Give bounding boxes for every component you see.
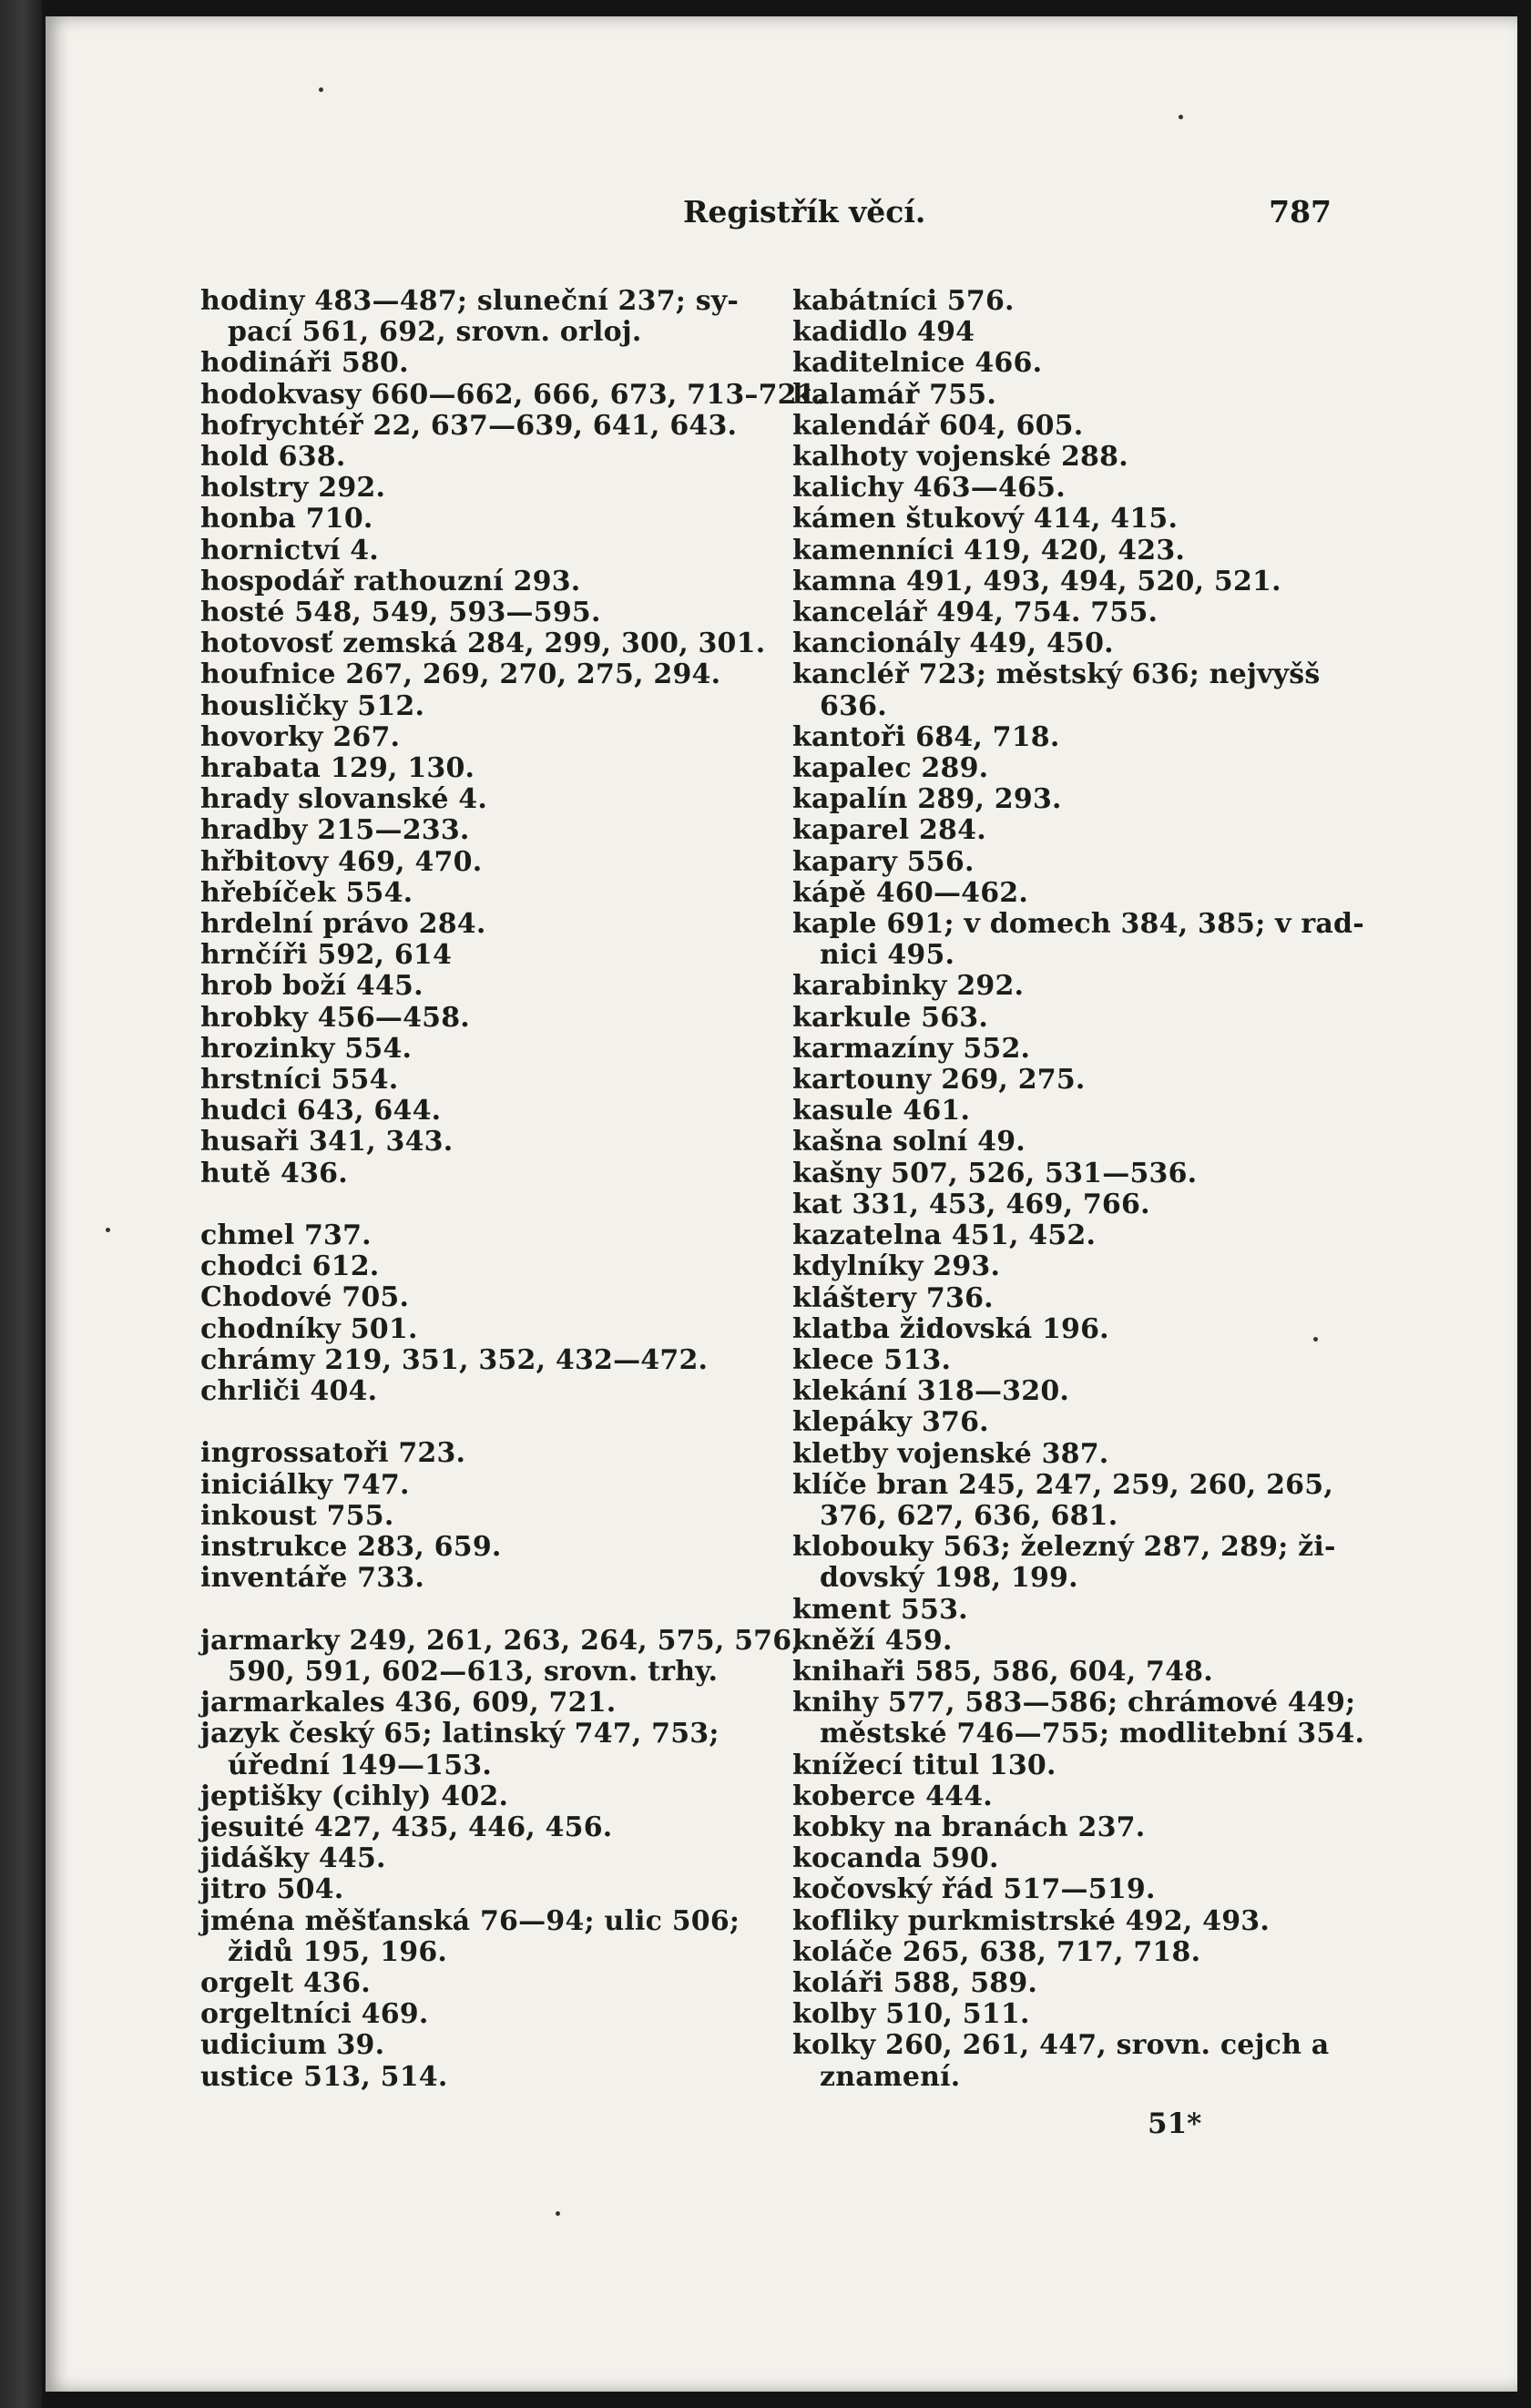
index-entry [200,1282,783,1313]
index-entry-text: kolky 260, 261, 447, srovn. cejch a [792,2029,1330,2062]
index-entry [200,1096,783,1127]
index-entry-text: chodníky 501. [200,1312,418,1345]
index-entry-text: knihaři 585, 586, 604, 748. [792,1655,1213,1688]
index-entry [200,1127,783,1158]
index-entry-continuation: úřední 149—153. [228,1749,493,1781]
index-entry [792,380,1393,411]
index-entry [792,909,1393,971]
index-entry-text: kápě 460—462. [792,876,1029,909]
index-entry [792,1158,1393,1189]
index-entry [200,1376,783,1407]
index-entry-text: kazatelna 451, 452. [792,1219,1097,1252]
paper-speck [319,87,323,92]
index-entry-text: instrukce 283, 659. [200,1531,502,1564]
index-entry-text: kalamář 755. [792,378,996,411]
index-entry-text: chmel 737. [200,1219,372,1252]
index-entry [200,442,783,473]
index-entry [200,348,783,379]
index-entry-text: hodináři 580. [200,347,409,380]
index-entry [792,1750,1393,1781]
index-entry [200,1251,783,1282]
index-entry-text: inkoust 755. [200,1499,394,1532]
index-entry [200,1624,801,1688]
index-entry [792,784,1393,815]
index-entry [200,815,783,846]
index-entry [792,1439,1393,1470]
index-entry [200,2062,783,2093]
index-entry-text: holstry 292. [200,472,386,505]
index-column-right [792,286,1393,2093]
index-entry-text: hrobky 456—458. [200,1001,470,1034]
index-entry-text: kasule 461. [792,1095,971,1127]
index-entry-text: jesuité 427, 435, 446, 456. [200,1811,613,1843]
index-entry-text: klatba židovská 196. [792,1312,1109,1345]
index-entry [792,473,1393,504]
index-entry [792,815,1393,846]
index-entry-text: kdylníky 293. [792,1250,1001,1283]
index-entry-text: hodiny 483—487; sluneční 237; sy- [200,285,740,317]
index-entry-text: hospodář rathouzní 293. [200,565,581,597]
index-entry [200,784,783,815]
index-entry [200,691,783,722]
index-entry-text: koláři 588, 589. [792,1966,1038,1999]
index-entry [200,1158,783,1189]
index-entry-text: honba 710. [200,503,373,536]
index-entry-text: jeptišky (cihly) 402. [200,1780,509,1812]
index-entry-text: orgeltníci 469. [200,1998,429,2031]
index-entry-text: hornictví 4. [200,534,379,566]
index-entry-text: jidášky 445. [200,1842,386,1875]
index-entry [792,1999,1393,2030]
index-entry-text: koláče 265, 638, 717, 718. [792,1935,1201,1968]
index-entry [200,1438,783,1469]
index-entry [200,1314,783,1345]
index-entry [200,1719,783,1780]
index-entry-text: klobouky 563; železný 287, 289; ži- [792,1531,1336,1564]
index-entry-text: hrob boží 445. [200,970,424,1003]
section-gap [200,1189,783,1220]
index-entry-text: klece 513. [792,1343,952,1376]
index-entry [792,411,1393,442]
index-entry [792,504,1393,535]
index-entry [792,1065,1393,1096]
index-entry-text: chodci 612. [200,1250,380,1283]
index-entry-text: kobky na branách 237. [792,1811,1146,1843]
index-entry-text: kartouny 269, 275. [792,1064,1086,1097]
index-entry [200,1688,783,1719]
index-entry [792,1968,1393,1999]
index-entry-text: knihy 577, 583—586; chrámové 449; [792,1687,1356,1719]
paper-speck [106,1228,110,1232]
index-entry-text: hrabata 129, 130. [200,752,475,785]
index-entry-text: kalhoty vojenské 288. [792,441,1128,474]
index-entry [200,2030,783,2061]
index-entry [792,1220,1393,1251]
index-entry [200,659,783,690]
index-entry-continuation: 590, 591, 602—613, srovn. trhy. [228,1655,719,1688]
printer-signature-mark: 51* [1148,2107,1202,2140]
index-entry [792,2030,1393,2092]
index-entry-text: hotovosť zemská 284, 299, 300, 301. [200,628,766,660]
index-entry-text: inventáře 733. [200,1562,425,1595]
index-entry [792,442,1393,473]
index-entry [200,1563,783,1594]
index-entry-text: klekání 318—320. [792,1375,1070,1408]
index-entry-text: hovorky 267. [200,720,401,753]
index-entry [200,971,783,1002]
book-page [46,16,1517,2392]
index-entry-text: kámen štukový 414, 415. [792,503,1179,536]
index-entry-text: kamna 491, 493, 494, 520, 521. [792,565,1281,597]
index-entry-text: ingrossatoři 723. [200,1437,466,1470]
index-entry [792,1657,1393,1688]
index-entry-text: karmazíny 552. [792,1032,1031,1065]
index-entry-text: kamenníci 419, 420, 423. [792,534,1186,566]
index-entry-text: kapalec 289. [792,752,989,785]
index-entry [792,1595,1393,1626]
index-entry [792,1812,1393,1843]
index-entry-continuation: 636. [820,689,887,722]
index-entry [200,1812,783,1843]
index-entry-text: kašny 507, 526, 531—536. [792,1157,1198,1189]
index-entry-text: Chodové 705. [200,1281,410,1314]
index-entry [200,722,783,753]
index-entry-text: kaple 691; v domech 384, 385; v rad- [792,908,1364,941]
index-entry [792,753,1393,784]
index-entry [792,348,1393,379]
index-entry-text: kancléř 723; městský 636; nejvyšš [792,658,1321,691]
index-entry [200,1781,783,1812]
index-entry-text: iniciálky 747. [200,1468,410,1501]
index-entry [792,878,1393,909]
index-entry [792,1251,1393,1282]
index-entry [200,566,783,597]
index-entry [792,286,1393,317]
index-entry-continuation: městské 746—755; modlitební 354. [820,1718,1365,1750]
index-entry [200,597,783,628]
index-entry [200,909,783,940]
index-entry [200,1034,783,1065]
section-gap [200,1407,783,1438]
index-entry [200,847,783,878]
index-entry-continuation: pací 561, 692, srovn. orloj. [228,316,642,349]
index-entry [200,378,826,411]
index-entry-text: hosté 548, 549, 593—595. [200,597,601,629]
index-entry-text: ustice 513, 514. [200,2060,448,2093]
index-entry [200,504,783,535]
index-entry [792,971,1393,1002]
index-entry-text: hodokvasy 660—662, 666, 673, 713–721. [200,378,826,411]
index-entry [792,566,1393,597]
index-entry-text: kabátníci 576. [792,285,1015,317]
index-entry [200,1065,783,1096]
index-entry [200,1843,783,1874]
index-entry-continuation: nici 495. [820,939,955,972]
index-entry-continuation: židů 195, 196. [228,1935,448,1968]
index-entry-text: karkule 563. [792,1001,989,1034]
index-entry [200,1874,783,1905]
index-entry [792,1034,1393,1065]
index-entry-text: klíče bran 245, 247, 259, 260, 265, [792,1468,1333,1501]
index-entry [200,753,783,784]
index-entry [792,1532,1393,1594]
index-entry [200,1470,783,1501]
index-entry [792,1127,1393,1158]
index-entry [200,1345,783,1376]
index-entry-text: kat 331, 453, 469, 766. [792,1188,1150,1220]
index-entry-text: houfnice 267, 269, 270, 275, 294. [200,658,721,691]
index-entry-text: kašna solní 49. [792,1126,1026,1158]
index-entry [200,878,783,909]
index-entry [200,473,783,504]
index-entry [792,1096,1393,1127]
index-entry-text: kolby 510, 511. [792,1998,1030,2031]
index-entry-text: kadidlo 494 [792,316,975,349]
index-entry [792,1470,1393,1532]
index-entry [792,1937,1393,1968]
index-entry-text: housličky 512. [200,689,425,722]
index-entry-text: kaditelnice 466. [792,347,1043,380]
index-entry [200,411,783,442]
index-entry-text: kancionály 449, 450. [792,628,1114,660]
index-entry-text: jarmarkales 436, 609, 721. [200,1687,617,1719]
index-entry-text: jitro 504. [200,1873,344,1906]
index-entry-text: hold 638. [200,441,346,474]
index-entry-text: kantoři 684, 718. [792,720,1060,753]
index-entry [792,1906,1393,1937]
index-entry-text: jména měšťanská 76—94; ulic 506; [200,1904,740,1937]
index-entry-text: kapary 556. [792,845,975,878]
index-entry-text: hřbitovy 469, 470. [200,845,483,878]
index-entry-text: chrámy 219, 351, 352, 432—472. [200,1343,709,1376]
index-entry-continuation: 376, 627, 636, 681. [820,1499,1118,1532]
index-entry [200,940,783,971]
index-entry [792,1003,1393,1034]
index-entry-text: hradby 215—233. [200,814,470,847]
paper-speck [556,2211,560,2216]
index-entry-text: koberce 444. [792,1780,993,1812]
index-entry-text: hřebíček 554. [200,876,413,909]
index-entry-continuation: dovský 198, 199. [820,1562,1078,1595]
index-entry-text: husaři 341, 343. [200,1126,454,1158]
index-entry [792,628,1393,659]
index-entry [200,536,783,566]
index-entry-text: jazyk český 65; latinský 747, 753; [200,1718,720,1750]
paper-speck [1313,1337,1318,1342]
index-entry-text: jarmarky 249, 261, 263, 264, 575, 576, [200,1624,801,1657]
index-entry-text: karabinky 292. [792,970,1025,1003]
index-entry [792,1314,1393,1345]
index-entry-text: hofrychtéř 22, 637—639, 641, 643. [200,409,738,442]
index-entry-text: kněží 459. [792,1624,953,1657]
index-entry-text: kočovský řád 517—519. [792,1873,1156,1906]
index-entry-text: hrstníci 554. [200,1064,399,1097]
book-spine [0,0,42,2408]
index-entry-text: knížecí titul 130. [792,1749,1056,1781]
index-entry-text: kofliky purkmistrské 492, 493. [792,1904,1271,1937]
index-entry-continuation: znamení. [820,2060,961,2093]
index-entry [792,1189,1393,1220]
index-entry-text: udicium 39. [200,2029,385,2062]
index-entry [792,1781,1393,1812]
index-entry [200,1501,783,1532]
index-entry [200,286,783,348]
index-entry-text: hrdelní právo 284. [200,908,486,941]
index-entry [200,628,783,659]
index-entry [792,317,1393,348]
page-number: 787 [1269,194,1332,230]
index-entry-text: kocanda 590. [792,1842,999,1875]
index-entry-text: kapalín 289, 293. [792,783,1062,816]
paper-speck [1179,115,1183,119]
page-header [683,194,1332,238]
index-entry [200,1532,783,1563]
index-entry [792,1688,1393,1750]
index-entry-text: chrliči 404. [200,1375,378,1408]
index-entry-text: kaparel 284. [792,814,986,847]
index-entry-text: hudci 643, 644. [200,1095,442,1127]
index-entry [792,1283,1393,1314]
index-entry [200,1003,783,1034]
index-entry-text: hutě 436. [200,1157,348,1189]
index-entry-text: orgelt 436. [200,1966,371,1999]
section-gap [200,1595,783,1626]
index-entry-text: hrozinky 554. [200,1032,413,1065]
index-entry-text: kalichy 463—465. [792,472,1066,505]
index-entry-text: hrady slovanské 4. [200,783,488,816]
index-entry [792,1626,1393,1657]
index-entry [792,597,1393,628]
index-column-left [200,285,826,2093]
index-entry [792,1843,1393,1874]
index-entry-text: kletby vojenské 387. [792,1437,1109,1470]
index-entry-text: kalendář 604, 605. [792,409,1084,442]
index-entry-text: kment 553. [792,1593,968,1626]
index-entry [792,1407,1393,1438]
index-entry [792,722,1393,753]
index-entry [792,536,1393,566]
index-entry [792,659,1393,721]
index-entry [792,1874,1393,1905]
index-entry [200,1906,783,1968]
index-entry [200,1968,783,1999]
index-entry [792,1376,1393,1407]
index-entry [792,847,1393,878]
index-entry [200,1999,783,2030]
index-entry-text: kláštery 736. [792,1281,994,1314]
index-entry-text: hrnčíři 592, 614 [200,939,453,972]
running-title: Registřík věcí. [683,194,926,230]
index-entry-text: kancelář 494, 754. 755. [792,597,1158,629]
index-entry-text: klepáky 376. [792,1406,989,1439]
index-entry [792,1345,1393,1376]
index-entry [200,1220,783,1251]
